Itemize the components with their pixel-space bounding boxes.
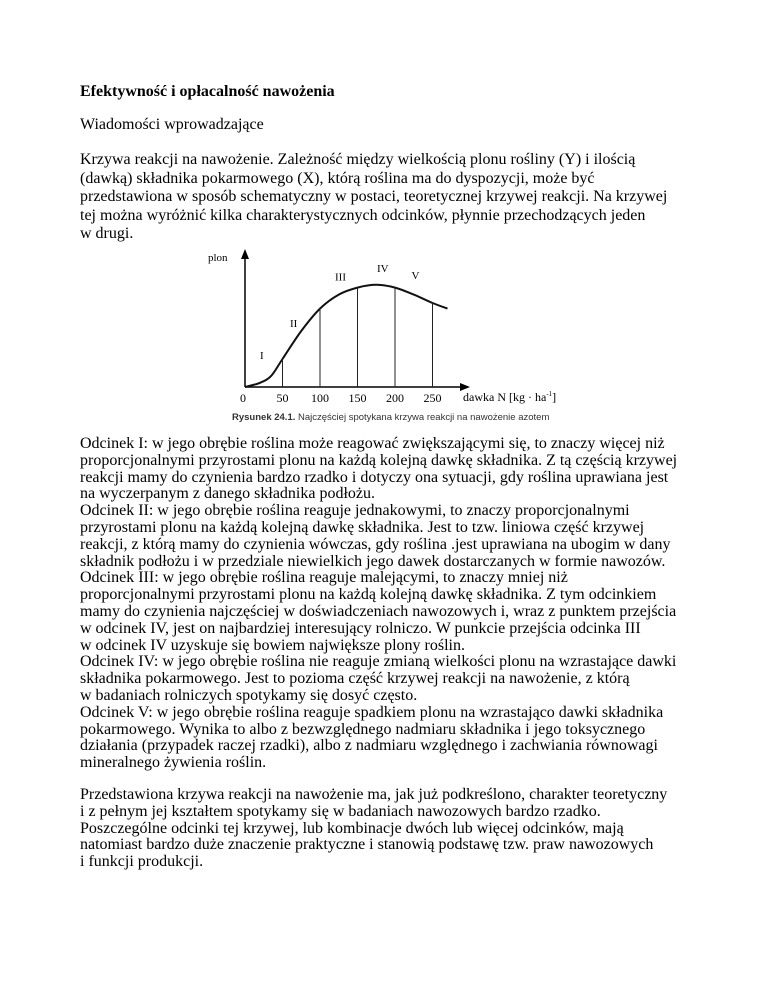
segment-label: IV <box>377 263 389 276</box>
segment-label: III <box>335 271 346 284</box>
text-line: i z pełnym jej kształtem spotykamy się w badaniach nawozowych bardzo rzadko. <box>80 802 601 820</box>
x-tick-label: 0 <box>240 391 246 405</box>
response-curve-line <box>245 285 448 387</box>
segment-label: II <box>290 317 298 330</box>
x-axis-label-end: ] <box>552 390 557 404</box>
segment-label: I <box>260 350 264 362</box>
text-line: natomiast bardzo duże znaczenie praktyczne i stanowią podstawę tzw. praw nawozowych <box>80 836 654 854</box>
text-line: mamy do czynienia najczęściej w doświadczeniach nawozowych i, wraz z punktem przejścia <box>80 602 677 620</box>
text-line: Przedstawiona krzywa reakcji na nawożenie ma, jak już podkreślono, charakter teoretyczny <box>80 786 668 803</box>
x-axis-label <box>463 390 556 404</box>
text-line: składnik podłożu i w przedziale niewielkich jego dawek dostarczanych w formie nawozów. <box>80 552 666 570</box>
segment-label: V <box>411 270 420 283</box>
text-line: przedstawiona w sposób schematyczny w postaci, teoretycznej krzywej reakcji. Na krzywej <box>80 188 668 206</box>
text-line: w odcinek IV, jest on najbardziej interesujący rolniczo. W punkcie przejścia odcinka III <box>80 619 641 637</box>
y-axis-arrow-icon <box>241 249 249 259</box>
text-line: Odcinek II: w jego obrębie roślina reaguje jednakowymi, to znaczy proporcjonalnymi <box>80 502 630 520</box>
x-tick-label: 100 <box>311 391 329 405</box>
text-line: w drugi. <box>80 225 134 243</box>
response-curve-chart <box>205 245 565 405</box>
text-line: tej można wyróżnić kilka charakterystycznych odcinków, płynnie przechodzących jeden <box>80 206 646 224</box>
text-line: proporcjonalnymi przyrostami plonu na każdą kolejną dawkę składnika. Z tą częścią krzywej <box>80 451 678 469</box>
x-tick-label: 150 <box>348 391 367 405</box>
response-curve-figure <box>205 245 585 430</box>
text-line: Odcinek I: w jego obrębie roślina może reagować zwiększającymi się, to znaczy więcej niż <box>80 435 665 452</box>
text-line: proporcjonalnymi przyrostami plonu na każdą kolejną dawkę składnika. Z tym odcinkiem <box>80 586 657 604</box>
text-line: w badaniach rolniczych spotykamy się dosyć często. <box>80 686 418 704</box>
text-line: Poszczególne odcinki tej krzywej, lub kombinacje dwóch lub więcej odcinków, mają <box>80 819 624 837</box>
x-axis-label-text: dawka N [kg · ha <box>463 390 547 404</box>
text-line: działania (przypadek raczej rzadki), albo z nadmiaru względnego i zachwiania równowagi <box>80 737 658 755</box>
text-line: Odcinek V: w jego obrębie roślina reaguje spadkiem plonu na wzrastająco dawki składnika <box>80 703 664 721</box>
x-axis-label-superscript: -1 <box>546 390 553 398</box>
text-line: mineralnego żywienia roślin. <box>80 754 267 772</box>
text-line: Odcinek IV: w jego obrębie roślina nie reaguje zmianą wielkości plonu na wzrastające dawki <box>80 653 677 671</box>
section-subtitle: Wiadomości wprowadzające <box>80 116 264 133</box>
text-line: (dawką) składnika pokarmowego (X), którą roślina ma do dyspozycji, może być <box>80 169 595 187</box>
y-axis-label: plon <box>208 252 228 264</box>
figure-caption-text: Najczęściej spotykana krzywa reakcji na nawożenie azotem <box>295 412 550 423</box>
document-title: Efektywność i opłacalność nawożenia <box>80 83 335 100</box>
text-line: w odcinek IV uzyskuje się bowiem największe plony roślin. <box>80 636 465 654</box>
text-line: reakcji mamy do czynienia bardzo rzadko i dotyczy ona sytuacji, gdy roślina uprawiana jest <box>80 468 669 486</box>
text-line: Odcinek III: w jego obrębie roślina reaguje malejącymi, to znaczy mniej niż <box>80 569 568 587</box>
text-line: Krzywa reakcji na nawożenie. Zależność między wielkością plonu rośliny (Y) i ilością <box>80 151 636 168</box>
segments-paragraph <box>80 436 677 772</box>
x-tick-label: 250 <box>423 391 442 405</box>
x-tick-label: 200 <box>386 391 404 405</box>
text-line: na wyczerpanym z danego składnika podłożu. <box>80 485 376 503</box>
text-line: składnika pokarmowego. Jest to pozioma część krzywej reakcji na nawożenie, z którą <box>80 670 630 688</box>
text-line: przyrostami plonu na każdą kolejną dawkę składnika. Jest to tzw. liniowa część krzywej <box>80 518 645 536</box>
closing-paragraph <box>80 787 667 871</box>
text-line: pokarmowego. Wynika to albo z bezwzględnego nadmiaru składnika i jego toksycznego <box>80 720 646 738</box>
intro-paragraph <box>80 151 667 244</box>
text-line: reakcji, z którą mamy do czynienia wówczas, gdy roślina .jest uprawiana na ubogim w dany <box>80 535 671 553</box>
text-line: i funkcji produkcji. <box>80 853 204 871</box>
figure-caption <box>232 412 549 424</box>
figure-caption-number: Rysunek 24.1. <box>232 412 296 423</box>
x-tick-label: 50 <box>276 391 289 405</box>
